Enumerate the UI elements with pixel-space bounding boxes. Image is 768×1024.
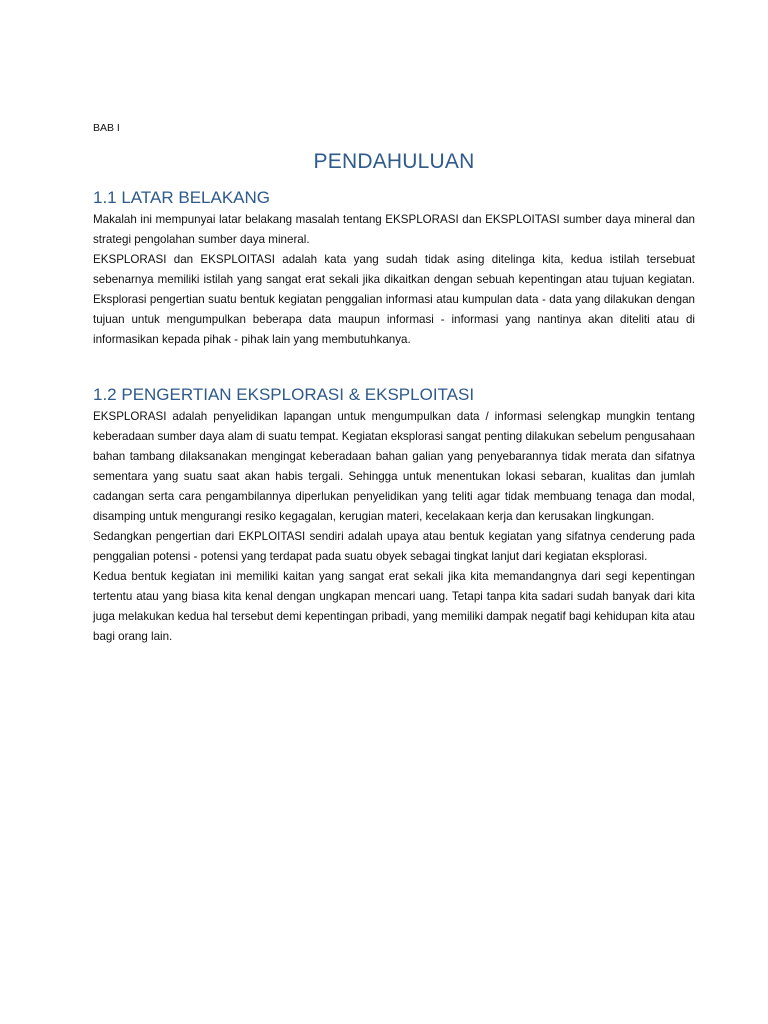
paragraph-pengertian-1: EKSPLORASI adalah penyelidikan lapangan untuk mengumpulkan data / informasi selengkap mungkin tentang keberadaan sumber daya alam di suatu tempat. Kegiatan eksplorasi sangat penting dilakukan sebelum pengusahaan bahan tambang dilaksanakan mengingat keberadaan bahan galian yang penyebarannya tidak merata dan sifatnya sementara yang suatu saat akan habis tergali. Sehingga untuk menentukan lokasi sebaran, kualitas dan jumlah cadangan serta cara pengambilannya diperlukan penyelidikan yang teliti agar tidak membuang tenaga dan modal, disamping untuk mengurangi resiko kegagalan, kerugian materi, kecelakaan kerja dan kerusakan lingkungan.: [93, 410, 695, 523]
section-heading-pengertian: 1.2 PENGERTIAN EKSPLORASI & EKSPLOITASI: [93, 385, 475, 404]
document-title: PENDAHULUAN: [313, 150, 475, 173]
paragraph-latar-belakang-1: Makalah ini mempunyai latar belakang masalah tentang EKSPLORASI dan EKSPLOITASI sumber daya mineral dan strategi pengolahan sumber daya mineral.: [93, 213, 695, 246]
paragraph-pengertian-2: Sedangkan pengertian dari EKPLOITASI sendiri adalah upaya atau bentuk kegiatan yang sifatnya cenderung pada penggalian potensi - potensi yang terdapat pada suatu obyek sebagai tingkat lanjut dari kegiatan eksplorasi.: [93, 530, 695, 563]
section-heading-latar-belakang: 1.1 LATAR BELAKANG: [93, 188, 270, 207]
paragraph-pengertian-3: Kedua bentuk kegiatan ini memiliki kaitan yang sangat erat sekali jika kita memandangnya dari segi kepentingan tertentu atau yang biasa kita kenal dengan ungkapan mencari uang. Tetapi tanpa kita sadari sudah banyak dari kita juga melakukan kedua hal tersebut demi kepentingan pribadi, yang memiliki dampak negatif bagi kehidupan kita atau bagi orang lain.: [93, 570, 695, 643]
paragraph-latar-belakang-2: EKSPLORASI dan EKSPLOITASI adalah kata yang sudah tidak asing ditelinga kita, kedua istilah tersebuat sebenarnya memiliki istilah yang sangat erat sekali jika dikaitkan dengan sebuah kepentingan atau tujuan kegiatan. Eksplorasi pengertian suatu bentuk kegiatan penggalian informasi atau kumpulan data - data yang dilakukan dengan tujuan untuk mengumpulkan beberapa data maupun informasi - informasi yang nantinya akan diteliti atau di informasikan kepada pihak - pihak lain yang membutuhkanya.: [93, 253, 695, 346]
document-body: [93, 118, 695, 647]
chapter-label: BAB I: [93, 122, 120, 134]
